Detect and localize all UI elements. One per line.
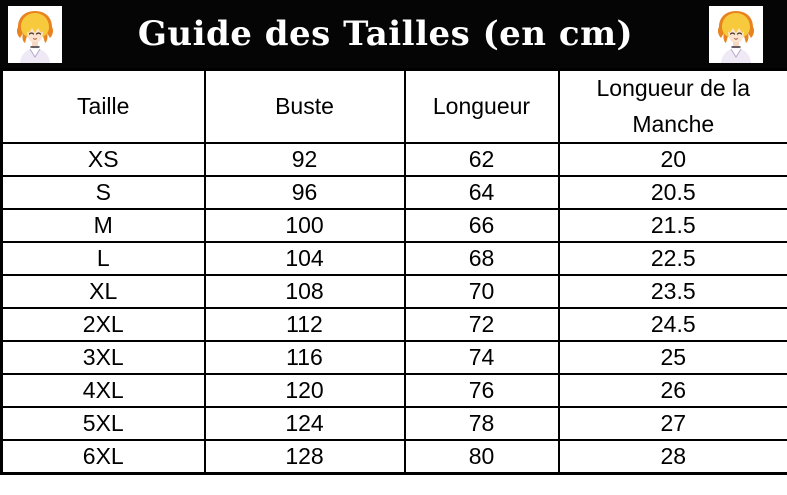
- cell-taille: 2XL: [2, 308, 205, 341]
- table-header-row: [2, 70, 787, 144]
- column-header-buste: Buste: [205, 70, 405, 144]
- cell-longueur-manche: 21.5: [559, 209, 787, 242]
- cell-taille: 6XL: [2, 440, 205, 474]
- cell-buste: 124: [205, 407, 405, 440]
- cell-longueur: 64: [405, 176, 559, 209]
- cell-buste: 112: [205, 308, 405, 341]
- cell-buste: 108: [205, 275, 405, 308]
- cell-longueur: 70: [405, 275, 559, 308]
- cell-buste: 104: [205, 242, 405, 275]
- table-row: [2, 440, 787, 474]
- anime-boy-avatar-icon: [8, 6, 62, 63]
- cell-buste: 92: [205, 143, 405, 176]
- cell-longueur-manche: 20: [559, 143, 787, 176]
- cell-longueur: 66: [405, 209, 559, 242]
- cell-buste: 116: [205, 341, 405, 374]
- column-header-longueur-manche: Longueur de la Manche: [559, 70, 787, 144]
- page-title: Guide des Tailles (en cm): [137, 14, 634, 54]
- table-row: [2, 242, 787, 275]
- cell-taille: 3XL: [2, 341, 205, 374]
- cell-longueur-manche: 23.5: [559, 275, 787, 308]
- cell-taille: XL: [2, 275, 205, 308]
- cell-buste: 128: [205, 440, 405, 474]
- cell-longueur: 78: [405, 407, 559, 440]
- table-row: [2, 341, 787, 374]
- cell-taille: S: [2, 176, 205, 209]
- size-guide-table: [0, 68, 787, 475]
- column-header-taille: Taille: [2, 70, 205, 144]
- cell-taille: XS: [2, 143, 205, 176]
- table-row: [2, 275, 787, 308]
- cell-longueur: 74: [405, 341, 559, 374]
- cell-taille: 5XL: [2, 407, 205, 440]
- cell-longueur-manche: 28: [559, 440, 787, 474]
- cell-longueur: 68: [405, 242, 559, 275]
- title-bar: [0, 0, 787, 68]
- table-row: [2, 407, 787, 440]
- cell-taille: 4XL: [2, 374, 205, 407]
- cell-longueur: 72: [405, 308, 559, 341]
- cell-taille: M: [2, 209, 205, 242]
- cell-longueur-manche: 27: [559, 407, 787, 440]
- cell-buste: 120: [205, 374, 405, 407]
- cell-longueur: 76: [405, 374, 559, 407]
- cell-buste: 96: [205, 176, 405, 209]
- table-row: [2, 143, 787, 176]
- cell-longueur-manche: 22.5: [559, 242, 787, 275]
- cell-longueur-manche: 26: [559, 374, 787, 407]
- cell-longueur: 62: [405, 143, 559, 176]
- cell-taille: L: [2, 242, 205, 275]
- anime-boy-avatar-icon: [709, 6, 763, 63]
- table-row: [2, 176, 787, 209]
- table-row: [2, 308, 787, 341]
- cell-longueur-manche: 25: [559, 341, 787, 374]
- table-row: [2, 374, 787, 407]
- cell-longueur-manche: 24.5: [559, 308, 787, 341]
- cell-longueur: 80: [405, 440, 559, 474]
- column-header-longueur: Longueur: [405, 70, 559, 144]
- table-row: [2, 209, 787, 242]
- cell-longueur-manche: 20.5: [559, 176, 787, 209]
- cell-buste: 100: [205, 209, 405, 242]
